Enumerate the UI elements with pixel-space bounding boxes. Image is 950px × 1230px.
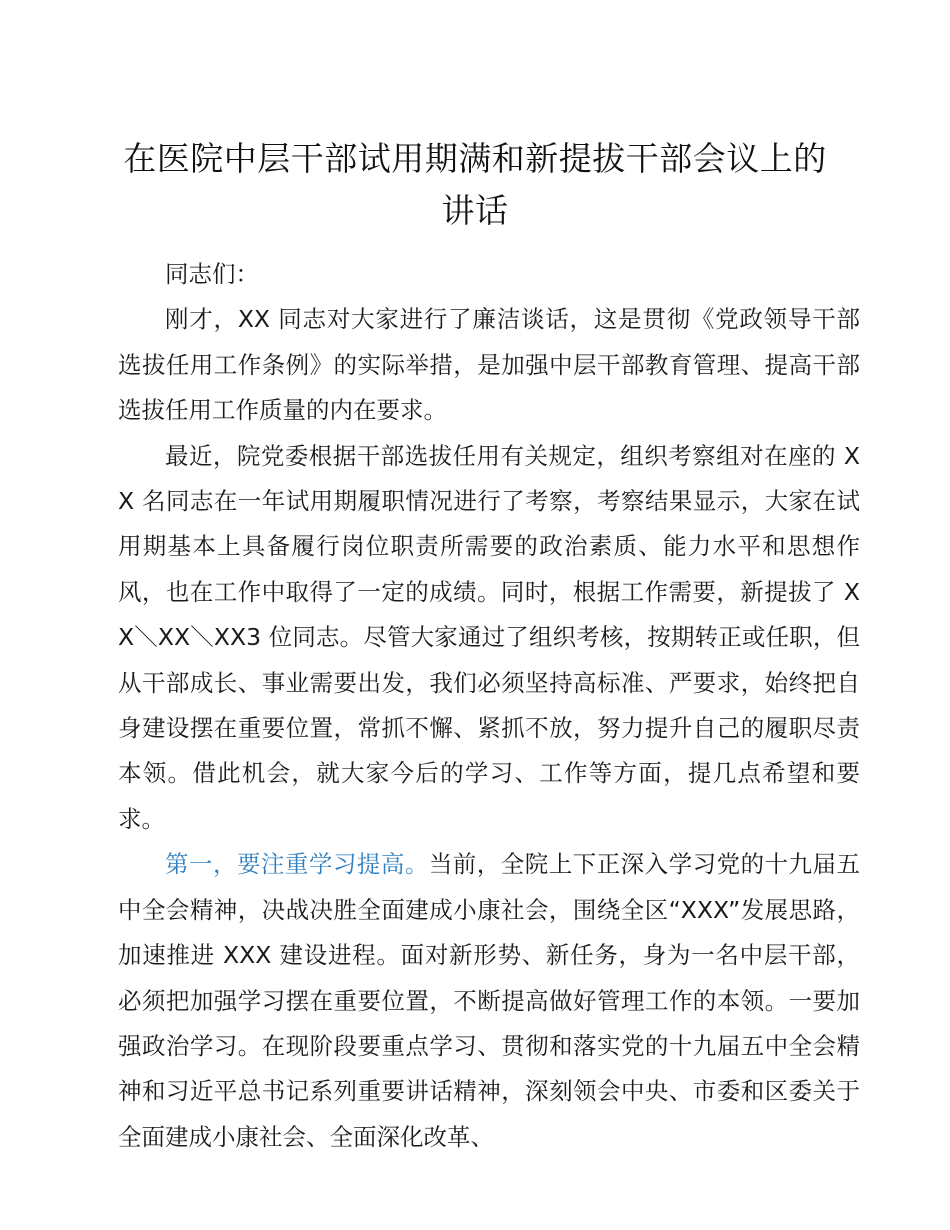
document-title: 在医院中层干部试用期满和新提拔干部会议上的讲话 (123, 139, 827, 230)
salutation: 同志们： (165, 260, 259, 288)
paragraph: 刚才，XX 同志对大家进行了廉洁谈话，这是贯彻《党政领导干部选拔任用工作条例》的实际举措，是加强中层干部教育管理、提高干部选拔任用工作质量的内在要求。 (118, 305, 860, 425)
section-text: 当前，全院上下正深入学习党的十九届五中全会精神，决战决胜全面建成小康社会，围绕全区“XXX”发展思路，加速推进 XXX 建设进程。面对新形势、新任务，身为一名中层干部，必须把加强学习摆在重要位置，不断提高做好管理工作的本领。一要加强政治学习。在现阶段要重点学习、贯彻和落实党的十九届五中全会精神和习近平总书记系列重要讲话精神，深刻领会中央、市委和区委关于全面建成小康社会、全面深化改革、 (118, 850, 861, 1151)
document-body (118, 252, 860, 1160)
paragraph-section-one (118, 842, 860, 1160)
paragraph: 最近，院党委根据干部选拔任用有关规定，组织考察组对在座的 XX 名同志在一年试用期履职情况进行了考察，考察结果显示，大家在试用期基本上具备履行岗位职责所需要的政治素质、能力水平和思想作风，也在工作中取得了一定的成绩。同时，根据工作需要，新提拔了 XX＼XX＼XX3 位同志。尽管大家通过了组织考核，按期转正或任职，但从干部成长、事业需要出发，我们必须坚持高标准、严要求，始终把自身建设摆在重要位置，常抓不懈、紧抓不放，努力提升自己的履职尽责本领。借此机会，就大家今后的学习、工作等方面，提几点希望和要求。 (118, 441, 860, 833)
section-heading: 第一，要注重学习提高。 (165, 850, 429, 879)
